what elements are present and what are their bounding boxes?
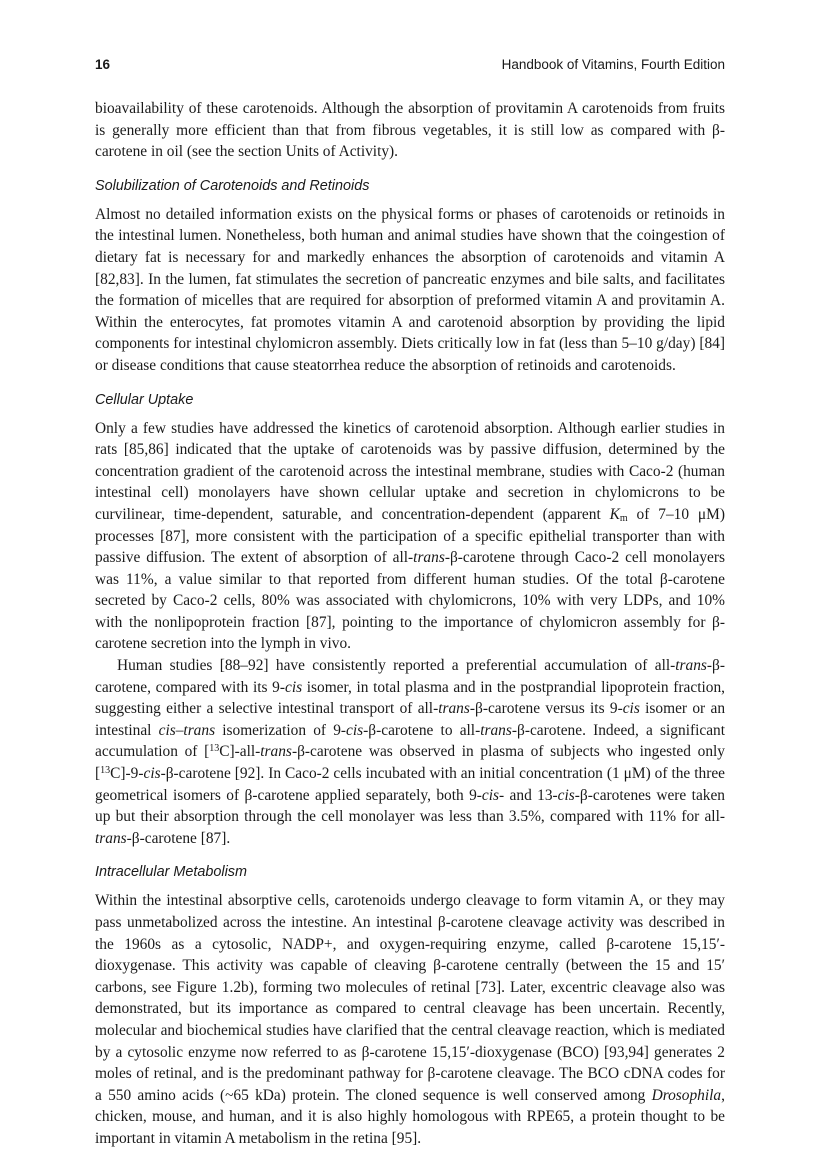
running-header	[95, 57, 725, 75]
metabolism-paragraph: Within the intestinal absorptive cells, carotenoids undergo cleavage to form vitamin A, or they may pass unmetabolized across the intestine. An intestinal β-carotene cleavage activity was described in the 1960s as a cytosolic, NADP+, and oxygen-requiring enzyme, called β-carotene 15,15′-dioxygenase. This activity was capable of cleaving β-carotene centrally (between the 15 and 15′ carbons, see Figure 1.2b), forming two molecules of retinal [73]. Later, excentric cleavage also was demonstrated, but its importance as compared to central cleavage has been uncertain. Recently, molecular and biochemical studies have clarified that the central cleavage reaction, which is mediated by a cytosolic enzyme now referred to as β-carotene 15,15′-dioxygenase (BCO) [93,94] generates 2 moles of retinal, and is the predominant pathway for β-carotene cleavage. The BCO cDNA codes for a 550 amino acids (~65 kDa) protein. The cloned sequence is well conserved among Drosophila, chicken, mouse, and human, and it is also highly homologous with RPE65, a protein thought to be important in vitamin A metabolism in the retina [95].	[95, 892, 725, 1147]
page-number: 16	[95, 57, 111, 72]
page-body	[95, 98, 725, 1150]
section-heading-solubilization: Solubilization of Carotenoids and Retinoids	[95, 177, 370, 194]
intro-paragraph: bioavailability of these carotenoids. Although the absorption of provitamin A carotenoids from fruits is generally more efficient than that from fibrous vegetables, it is still low as compared with β-carotene in oil (see the section Units of Activity).	[95, 100, 725, 161]
solubilization-paragraph: Almost no detailed information exists on the physical forms or phases of carotenoids or retinoids in the intestinal lumen. Nonetheless, both human and animal studies have shown that the coingestion of dietary fat is necessary for and markedly enhances the absorption of carotenoids and vitamin A [82,83]. In the lumen, fat stimulates the secretion of pancreatic enzymes and bile salts, and facilitates the formation of micelles that are required for absorption of preformed vitamin A and provitamin A. Within the enterocytes, fat promotes vitamin A and carotenoid absorption by providing the lipid components for intestinal chylomicron assembly. Diets critically low in fat (less than 5–10 g/day) [84] or disease conditions that cause steatorrhea reduce the absorption of retinoids and carotenoids.	[95, 205, 725, 374]
cellular-uptake-paragraph-2: Human studies [88–92] have consistently reported a preferential accumulation of all-trans-β-carotene, compared with its 9-cis isomer, in total plasma and in the postprandial lipoprotein fraction, suggesting either a selective intestinal transport of all-trans-β-carotene versus its 9-cis isomer or an intestinal cis–trans isomerization of 9-cis-β-carotene to all-trans-β-carotene. Indeed, a significant accumulation of [$^{13}$C]-all-trans-β-carotene was observed in plasma of subjects who ingested only [$^{13}$C]-9-cis-β-carotene [92]. In Caco-2 cells incubated with an initial concentration (1 μM) of the three geometrical isomers of β-carotene applied separately, both 9-cis- and 13-cis-β-carotenes were taken up but their absorption through the cell monolayer was less than 3.5%, compared with 11% for all-trans-β-carotene [87].	[95, 657, 726, 847]
section-heading-cellular-uptake: Cellular Uptake	[95, 391, 194, 408]
section-heading-intracellular-metabolism: Intracellular Metabolism	[95, 864, 247, 881]
book-title: Handbook of Vitamins, Fourth Edition	[501, 57, 725, 72]
cellular-uptake-paragraph-1: Only a few studies have addressed the kinetics of carotenoid absorption. Although earlier studies in rats [85,86] indicated that the uptake of carotenoids was by passive diffusion, determined by the concentration gradient of the carotenoid across the intestinal membrane, studies with Caco-2 (human intestinal cell) monolayers have shown cellular uptake and secretion in chylomicrons to be curvilinear, time-dependent, saturable, and concentration-dependent (apparent $K_m$ of 7–10 μM) processes [87], more consistent with the participation of a specific epithelial transporter than with passive diffusion. The extent of absorption of all-trans-β-carotene through Caco-2 cell monolayers was 11%, a value similar to that reported from different human studies. Of the total β-carotene secreted by Caco-2 cells, 80% was associated with chylomicrons, 10% with very LDPs, and 10% with the nonlipoprotein fraction [87], pointing to the importance of chylomicron assembly for β-carotene secretion into the lymph in vivo.	[95, 419, 725, 653]
